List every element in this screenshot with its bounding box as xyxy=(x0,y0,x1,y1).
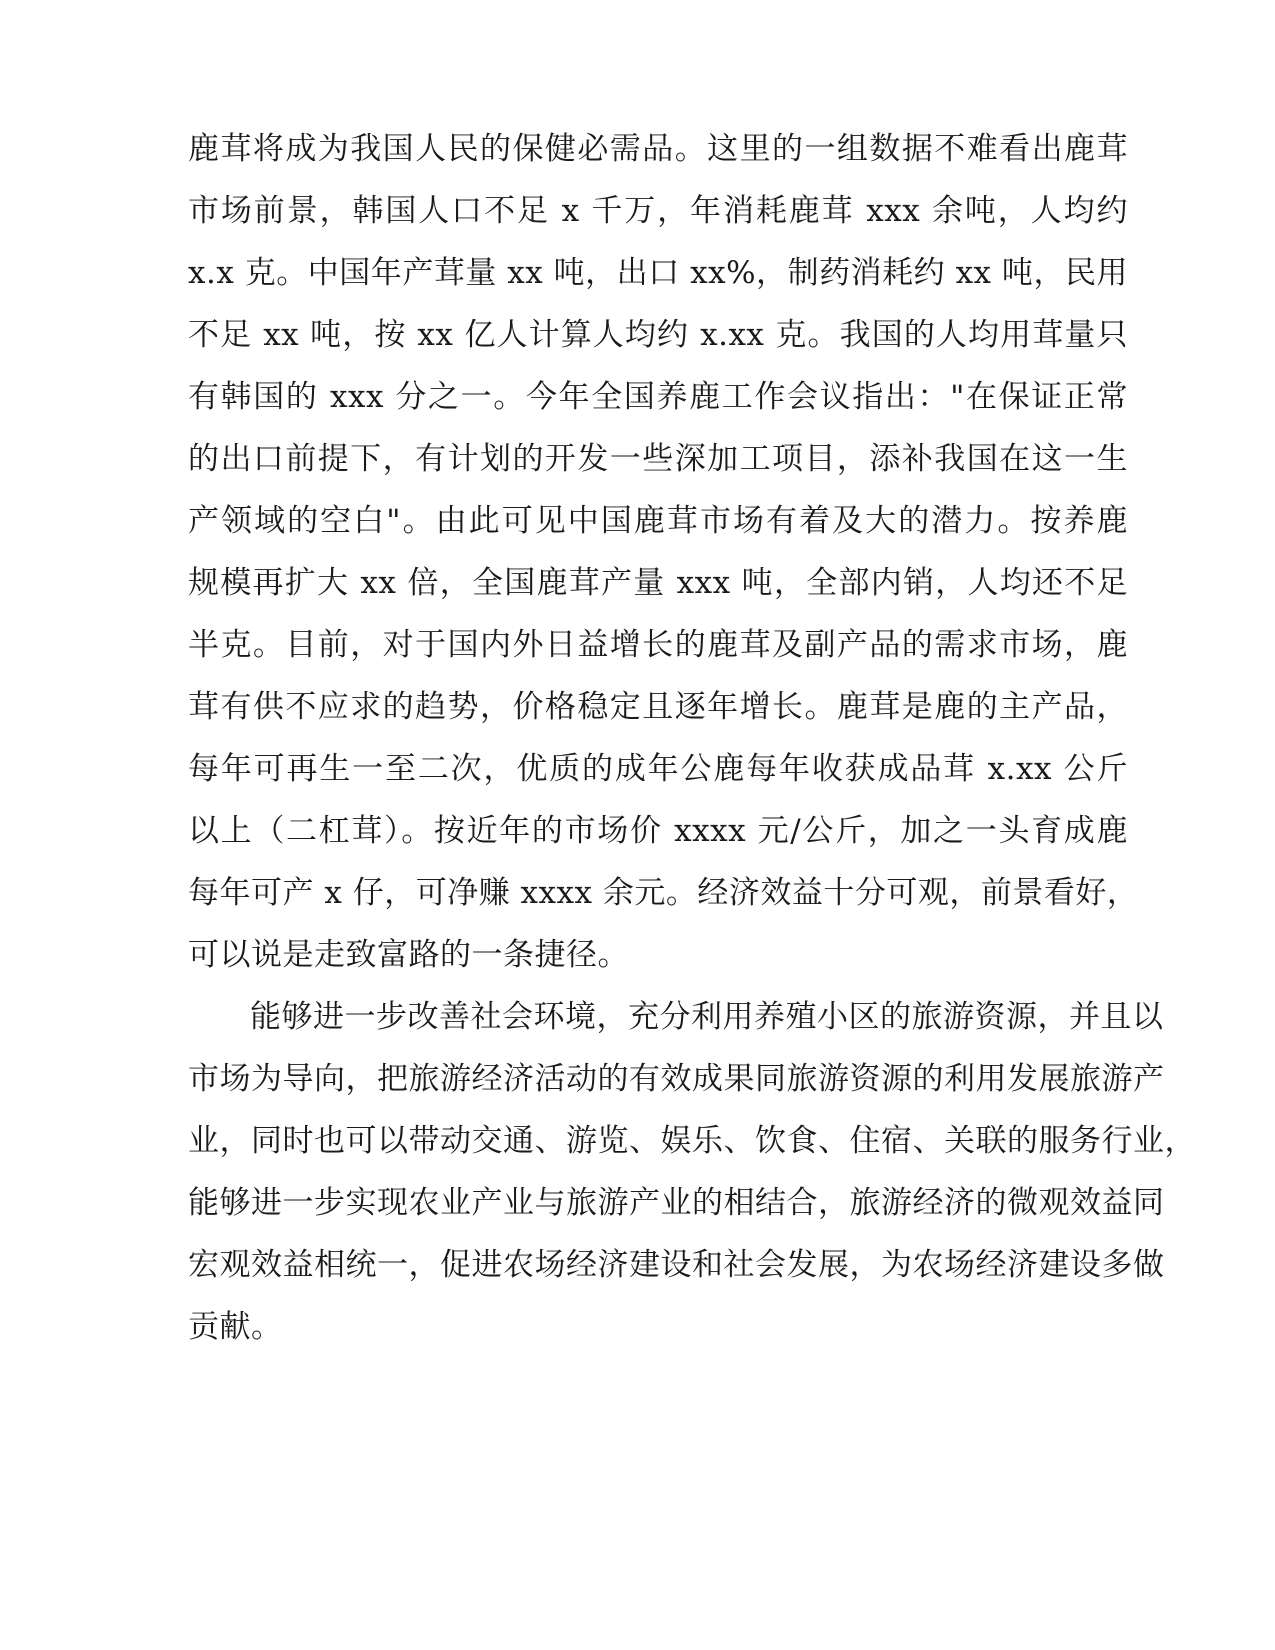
text-line: 每年可再生一至二次，优质的成年公鹿每年收获成品茸 x.xx 公斤 xyxy=(188,751,1128,787)
text-line: 能够进一步实现农业产业与旅游产业的相结合，旅游经济的微观效益同 xyxy=(188,1185,1165,1221)
text-line: 茸有供不应求的趋势，价格稳定且逐年增长。鹿茸是鹿的主产品， xyxy=(188,689,1128,725)
text-line: 的出口前提下，有计划的开发一些深加工项目，添补我国在这一生 xyxy=(188,441,1128,477)
text-line: 规模再扩大 xx 倍，全国鹿茸产量 xxx 吨，全部内销，人均还不足 xyxy=(188,565,1128,601)
text-line: 半克。目前，对于国内外日益增长的鹿茸及副产品的需求市场，鹿 xyxy=(188,627,1128,663)
text-line: 每年可产 x 仔，可净赚 xxxx 余元。经济效益十分可观，前景看好， xyxy=(188,875,1139,911)
text-line: 业，同时也可以带动交通、游览、娱乐、饮食、住宿、关联的服务行业， xyxy=(188,1123,1196,1159)
text-line: x.x 克。中国年产茸量 xx 吨，出口 xx%，制药消耗约 xx 吨，民用 xyxy=(188,255,1128,291)
text-line: 贡献。 xyxy=(188,1309,283,1345)
paragraph-2 xyxy=(188,986,1196,1358)
paragraph-1 xyxy=(188,118,1139,986)
text-line: 市场为导向，把旅游经济活动的有效成果同旅游资源的利用发展旅游产 xyxy=(188,1061,1165,1097)
text-line: 产领域的空白"。由此可见中国鹿茸市场有着及大的潜力。按养鹿 xyxy=(188,503,1128,539)
text-line: 以上（二杠茸）。按近年的市场价 xxxx 元/公斤，加之一头育成鹿 xyxy=(188,813,1128,849)
text-line: 市场前景，韩国人口不足 x 千万，年消耗鹿茸 xxx 余吨，人均约 xyxy=(188,193,1128,229)
text-line: 宏观效益相统一，促进农场经济建设和社会发展，为农场经济建设多做 xyxy=(188,1247,1165,1283)
document-page xyxy=(188,118,1196,1358)
text-line: 可以说是走致富路的一条捷径。 xyxy=(188,937,629,973)
text-line: 鹿茸将成为我国人民的保健必需品。这里的一组数据不难看出鹿茸 xyxy=(188,131,1128,167)
text-line: 能够进一步改善社会环境，充分利用养殖小区的旅游资源，并且以 xyxy=(250,999,1164,1035)
text-line: 不足 xx 吨，按 xx 亿人计算人均约 x.xx 克。我国的人均用茸量只 xyxy=(188,317,1128,353)
text-line: 有韩国的 xxx 分之一。今年全国养鹿工作会议指出："在保证正常 xyxy=(188,379,1128,415)
